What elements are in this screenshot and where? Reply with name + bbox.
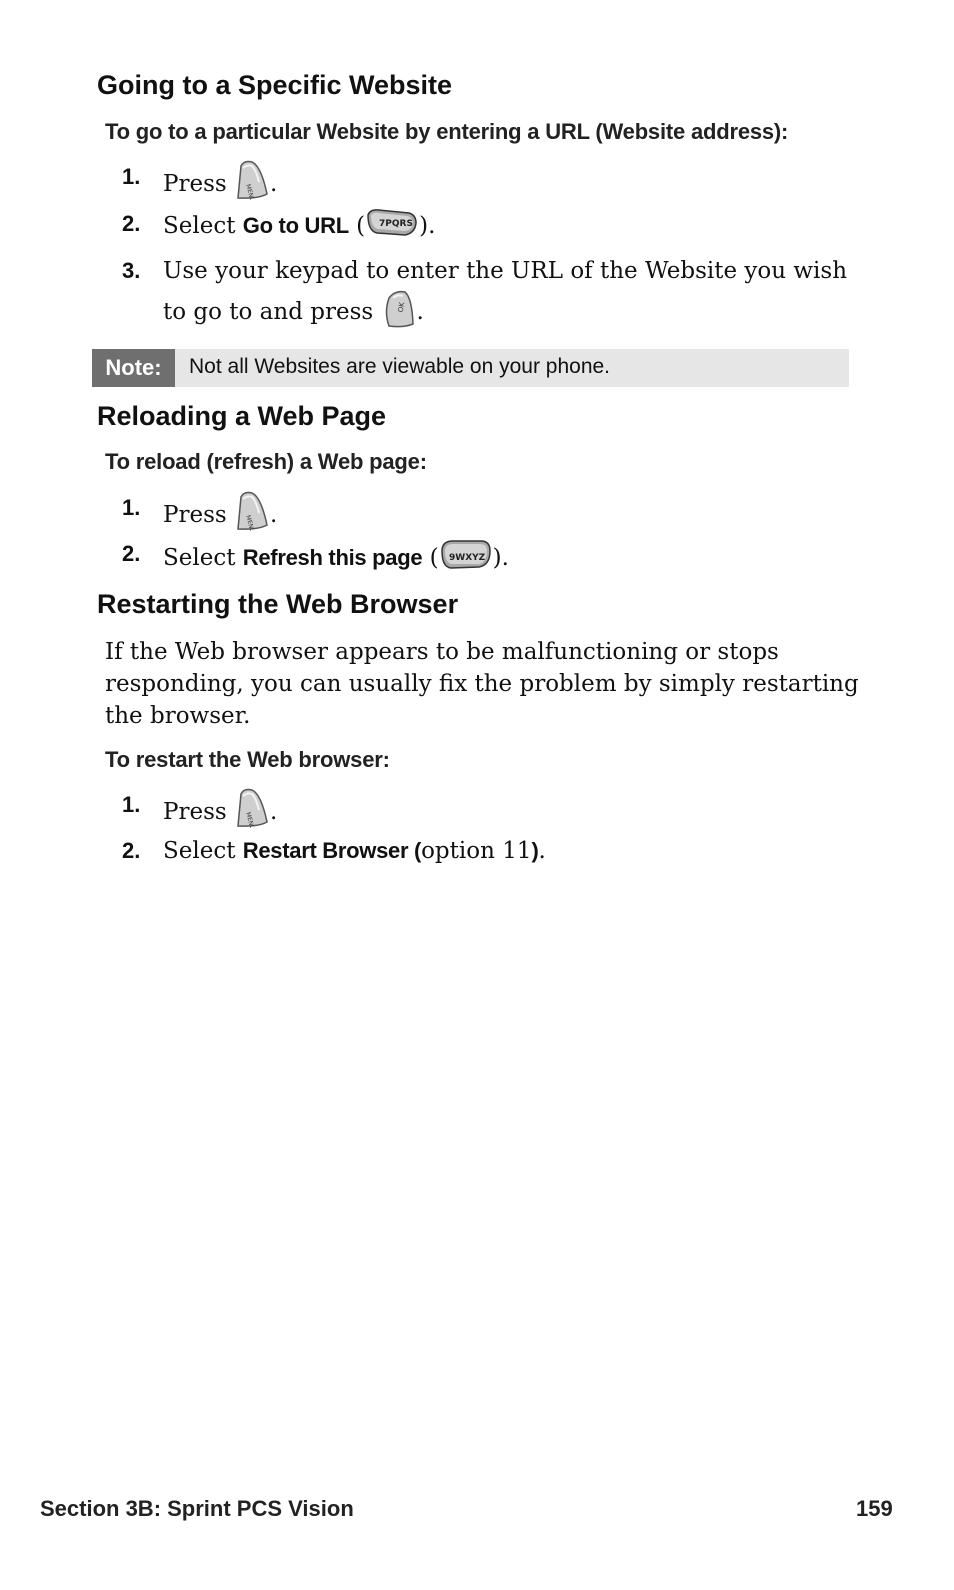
step-number: 1. — [122, 164, 141, 189]
step-text: Select Refresh this page ( 9WXYZ ). — [163, 537, 863, 581]
svg-text:MENU: MENU — [244, 514, 256, 531]
instruction-lead: To go to a particular Website by entering a URL (Website address): — [105, 119, 789, 144]
footer-section-title: Section 3B: Sprint PCS Vision — [40, 1496, 354, 1521]
body-paragraph: If the Web browser appears to be malfunctioning or stops responding, you can usually fix the problem by simply restarting the browser. — [105, 639, 859, 729]
menu-key-icon — [234, 160, 270, 210]
note-label: Note: — [92, 349, 175, 387]
step-text: Select Go to URL ( 7PQRS ). — [163, 207, 863, 247]
note-text: Not all Websites are viewable on your phone. — [189, 355, 611, 378]
step-text: Press MENU . — [163, 788, 863, 838]
note-box — [92, 349, 849, 387]
menu-command: Restart Browser ( — [242, 838, 422, 863]
step-text: Press MENU . — [163, 491, 863, 541]
menu-key-icon — [234, 788, 270, 838]
section-heading-restarting: Restarting the Web Browser — [97, 589, 459, 619]
svg-text:MENU: MENU — [244, 183, 256, 200]
section-heading-reloading: Reloading a Web Page — [97, 401, 387, 431]
section-heading-going-to-website: Going to a Specific Website — [97, 70, 453, 100]
step-number: 3. — [122, 258, 141, 283]
svg-text:7PQRS: 7PQRS — [379, 219, 414, 229]
menu-command: Refresh this page — [242, 545, 423, 570]
step-text: Press MENU . — [163, 160, 863, 210]
step-text: Use your keypad to enter the URL of the Website you wish to go to and press OK . — [163, 254, 863, 338]
menu-command: Go to URL — [242, 213, 349, 238]
menu-key-icon — [234, 491, 270, 541]
key-9-icon — [439, 537, 493, 581]
key-7-icon — [365, 207, 419, 247]
step-number: 2. — [122, 838, 141, 863]
ok-key-icon — [381, 288, 417, 338]
svg-text:OK: OK — [396, 301, 406, 314]
step-number: 2. — [122, 541, 141, 566]
svg-text:MENU: MENU — [244, 811, 256, 828]
svg-text:9WXYZ: 9WXYZ — [448, 553, 485, 563]
step-text: Select Restart Browser (option 11). — [163, 838, 546, 864]
step-number: 1. — [122, 792, 141, 817]
step-number: 2. — [122, 211, 141, 236]
instruction-lead: To restart the Web browser: — [105, 747, 390, 772]
step-number: 1. — [122, 495, 141, 520]
page-number: 159 — [856, 1496, 893, 1521]
instruction-lead: To reload (refresh) a Web page: — [105, 449, 427, 474]
